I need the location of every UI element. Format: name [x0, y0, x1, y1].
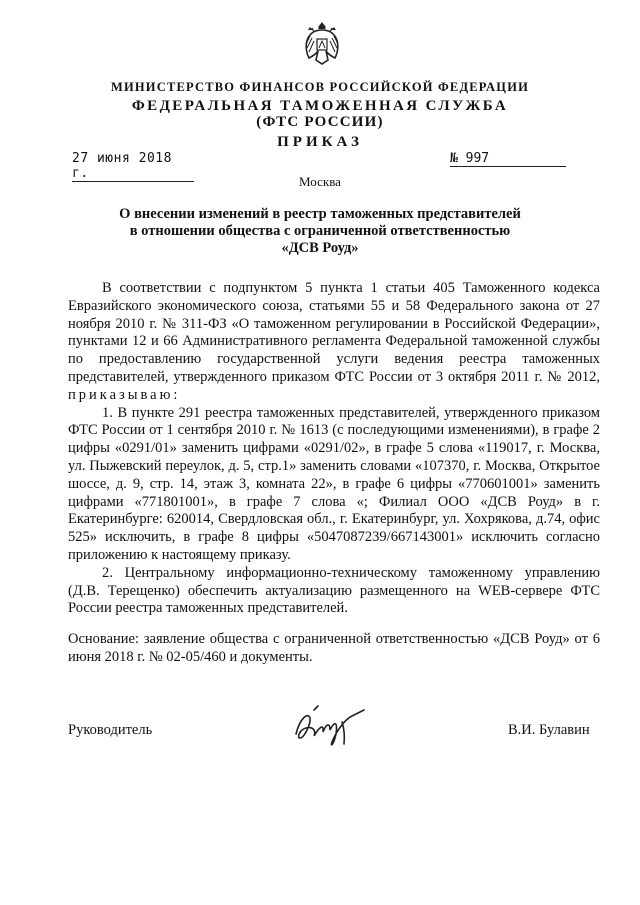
order-word: приказываю: [68, 386, 181, 403]
title-line-3: «ДСВ Роуд» [281, 240, 359, 256]
handwritten-signature [290, 704, 370, 750]
service-short-name: (ФТС РОССИИ) [256, 114, 384, 130]
order-body [68, 280, 600, 667]
ministry-name: МИНИСТЕРСТВО ФИНАНСОВ РОССИЙСКОЙ ФЕДЕРАЦИИ [110, 80, 530, 94]
coat-of-arms-emblem [302, 18, 342, 66]
signer-role: Руководитель [68, 722, 153, 738]
item-2-paragraph: 2. Центральному информационно-техническому таможенному управлению (Д.В. Терещенко) обеспечить актуализацию размещенного на WEB-сервере ФТС России реестра таможенных представителей. [68, 564, 600, 617]
item-1-paragraph: 1. В пункте 291 реестра таможенных представителей, утвержденного приказом ФТС России от 1 сентября 2010 г. № 1613 (с последующими изменениями), в графе 2 цифры «0291/01» заменить цифрами «0291/02», в графе 5 слова «119017, г. Москва, ул. Пыжевский переулок, д. 5, стр.1» заменить словами «107370, г. Москва, Открытое шоссе, д. 9, стр. 14, этаж 3, комната 22», в графе 6 цифры «770601001» заменить цифрами «771801001», в графе 7 слова «; Филиал ООО «ДСВ Роуд» в г. Екатеринбурге: 620014, Свердловская обл., г. Екатеринбург, ул. Хохрякова, д.74, офис 525» исключить, в графе 8 цифры «5047087239/667143001» исключить согласно приложению к настоящему приказу. [68, 404, 600, 563]
signer-name: В.И. Булавин [508, 722, 590, 738]
order-city: Москва [299, 174, 341, 189]
order-number: № 997 [450, 151, 566, 167]
basis-paragraph: Основание: заявление общества с ограниченной ответственностью «ДСВ Роуд» от 6 июня 2018 г. № 02-05/460 и документы. [68, 631, 600, 665]
service-name: ФЕДЕРАЛЬНАЯ ТАМОЖЕННАЯ СЛУЖБА [131, 98, 509, 114]
title-line-2: в отношении общества с ограниченной ответственностью [129, 223, 511, 239]
preamble-text: В соответствии с подпунктом 5 пункта 1 статьи 405 Таможенного кодекса Евразийского экономического союза, статьями 55 и 58 Федерального закона от 27 ноября 2010 г. № 311-ФЗ «О таможенном регулировании в Российской Федерации», пунктами 12 и 66 Административного регламента Федеральной таможенной службы по предоставлению государственной услуги ведения реестра таможенных представителей, утвержденного приказом ФТС России от 3 октября 2011 г. № 2012, [68, 280, 600, 385]
preamble-paragraph [68, 280, 600, 405]
document-type: ПРИКАЗ [277, 134, 363, 150]
title-line-1: О внесении изменений в реестр таможенных представителей [119, 206, 521, 222]
order-date: 27 июня 2018 г. [72, 151, 194, 182]
